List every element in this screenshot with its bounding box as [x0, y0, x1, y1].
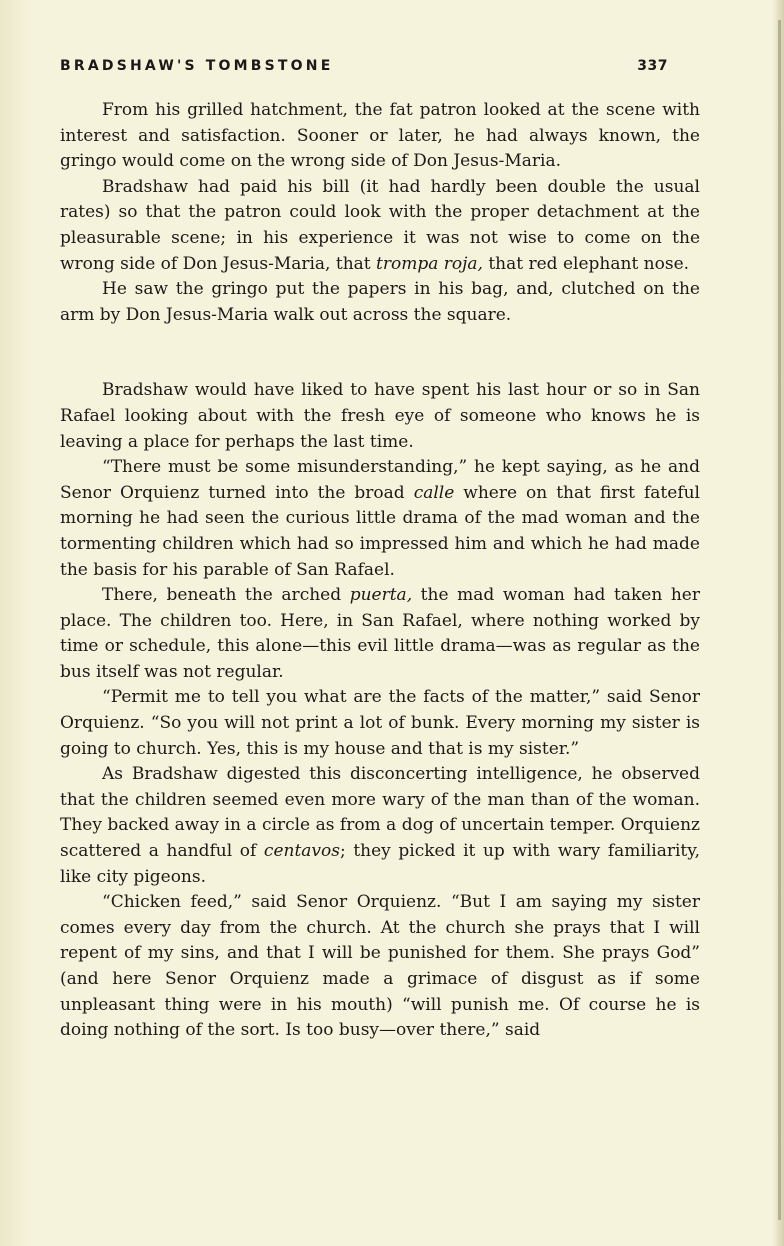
- paragraph: There, beneath the arched puerta, the mad woman had taken her place. The children too. Here, in San Rafael, where nothing worked by time or schedule, this alone—this evil little drama—was as regular as the bus itself was not regular.: [60, 585, 700, 682]
- paragraph: From his grilled hatchment, the fat patron looked at the scene with interest and satisfaction. Sooner or later, he had always known, the gringo would come on the wrong side of Don Jesus-Maria.: [60, 100, 700, 172]
- italic-phrase: centavos: [263, 841, 340, 862]
- paragraph: “There must be some misunderstanding,” he kept saying, as he and Senor Orquienz turned into the broad calle where on that first fateful morning he had seen the curious little drama of the mad woman and the tormenting children which had so impressed him and which he had made the basis for his parable of San Rafael.: [60, 457, 700, 580]
- paragraph: He saw the gringo put the papers in his bag, and, clutched on the arm by Don Jesus-Maria walk out across the square.: [60, 279, 700, 325]
- paragraph: “Permit me to tell you what are the facts of the matter,” said Senor Orquienz. “So you will not print a lot of bunk. Every morning my sister is going to church. Yes, this is my house and that is my sister.”: [60, 687, 700, 759]
- paragraph: Bradshaw would have liked to have spent his last hour or so in San Rafael looking about with the fresh eye of someone who knows he is leaving a place for perhaps the last time.: [60, 380, 700, 452]
- italic-phrase: calle: [413, 482, 455, 503]
- page-edge-tint: [0, 0, 30, 1246]
- running-head: BRADSHAW'S TOMBSTONE: [60, 58, 334, 74]
- page-number: 337: [637, 58, 668, 74]
- italic-phrase: puerta,: [349, 585, 413, 606]
- paragraph: “Chicken feed,” said Senor Orquienz. “But I am saying my sister comes every day from the church. At the church she prays that I will repent of my sins, and that I will be punished for them. She prays God” (and here Senor Orquienz made a grimace of disgust as if some unpleasant thing were in his mouth) “will punish me. Of course he is doing nothing of the sort. Is too busy—over there,” said: [60, 892, 700, 1041]
- italic-phrase: trompa roja,: [376, 253, 483, 274]
- page-header: [60, 58, 668, 80]
- paragraph: Bradshaw had paid his bill (it had hardly been double the usual rates) so that the patron could look with the proper detachment at the pleasurable scene; in his experience it was not wise to come on the wrong side of Don Jesus-Maria, that trompa roja, that red elephant nose.: [60, 176, 700, 274]
- page-edge-line: [778, 20, 781, 1220]
- paragraph: As Bradshaw digested this disconcerting intelligence, he observed that the children seemed even more wary of the man than of the woman. They backed away in a circle as from a dog of uncertain temper. Orquienz scattered a handful of centavos; they picked it up with wary familiarity, like city pigeons.: [60, 764, 701, 887]
- body-text: [60, 98, 700, 1044]
